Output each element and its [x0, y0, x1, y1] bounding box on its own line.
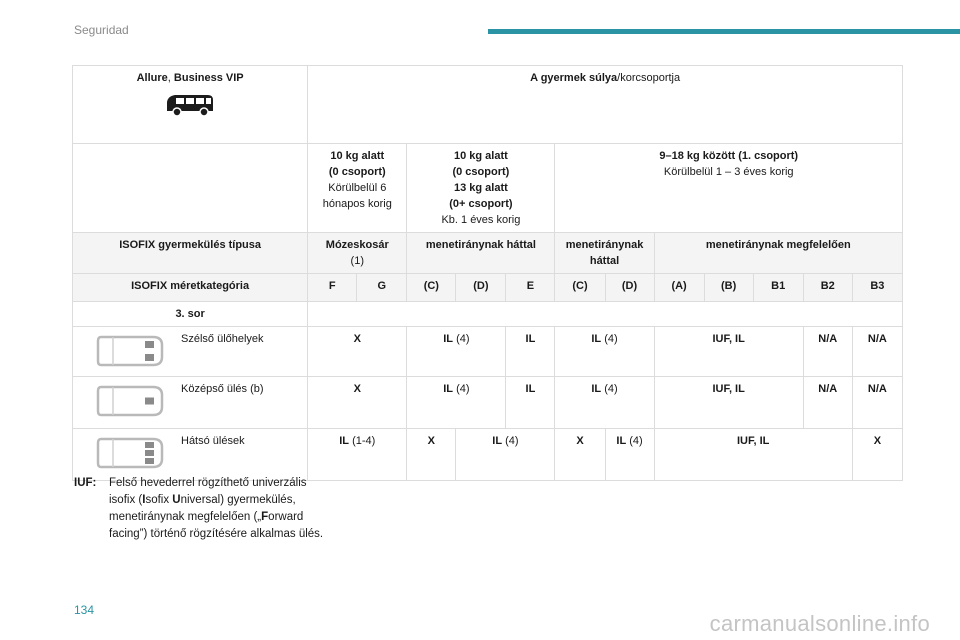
isofix-seat-table	[72, 65, 903, 481]
group-text: 13 kg alatt	[453, 182, 508, 194]
footnote-key: IUF:	[74, 477, 97, 489]
cell-bold: IL	[591, 333, 602, 345]
group-text: 9–18 kg között (1. csoport)	[659, 150, 799, 162]
cell-note: (4)	[626, 435, 643, 447]
type-text: Mózeskosár	[325, 239, 389, 251]
cell-bold: IL	[492, 435, 503, 447]
cell: X	[308, 327, 407, 377]
size-cell: F	[308, 274, 357, 302]
type-rear-facing: menetiránynak háttal	[407, 233, 555, 274]
model-separator: ,	[167, 72, 174, 84]
van-outer-seats-icon	[95, 333, 167, 369]
child-weight-header	[308, 66, 903, 144]
type-text: menetiránynak	[565, 239, 644, 251]
type-note: (1)	[350, 255, 364, 267]
footnote-bold: I	[142, 494, 146, 506]
seat-row-name: Hátsó ülések	[181, 435, 245, 447]
type-text: háttal	[589, 255, 620, 267]
cell: IUF, IL	[654, 327, 803, 377]
size-cell: E	[506, 274, 555, 302]
page-number: 134	[74, 603, 95, 617]
size-cell: (C)	[407, 274, 456, 302]
group-1-cell	[555, 144, 903, 233]
footnote-part: sofix	[145, 494, 173, 506]
group-text: hónapos korig	[322, 198, 392, 210]
seat-row-name: Középső ülés (b)	[181, 383, 264, 395]
watermark: carmanualsonline.info	[709, 611, 930, 636]
model-name: Allure	[136, 72, 168, 84]
iuf-footnote	[74, 475, 364, 543]
cell: IUF, IL	[654, 429, 852, 481]
group-text: Kb. 1 éves korig	[441, 214, 521, 226]
group-text: 10 kg alatt	[330, 150, 385, 162]
footnote-text	[109, 475, 364, 543]
group-text: (0 csoport)	[452, 166, 510, 178]
footnote-bold: U	[172, 494, 181, 506]
footnote-part: Felső hevederrel rögzíthető univerzális	[109, 477, 307, 489]
size-cell: (B)	[704, 274, 753, 302]
cell	[308, 429, 407, 481]
cell: X	[852, 429, 902, 481]
footnote-part: orward	[268, 511, 304, 523]
cell	[456, 429, 555, 481]
footnote-bold: F	[261, 511, 269, 523]
group-text: 10 kg alatt	[453, 150, 508, 162]
cell	[407, 327, 506, 377]
cell-bold: IL	[616, 435, 627, 447]
cell-note: (4)	[453, 333, 470, 345]
footnote-part: facing”) történő rögzítésére alkalmas ülés.	[109, 528, 324, 540]
cell: N/A	[803, 327, 852, 377]
footnote-part: isofix (	[109, 494, 143, 506]
cell-bold: IL	[339, 435, 350, 447]
size-cell: B1	[753, 274, 803, 302]
cell-bold: IL	[591, 383, 602, 395]
weight-subtitle: /korcsoportja	[617, 72, 681, 84]
van-middle-seat-icon	[95, 383, 167, 419]
cell: IL	[506, 327, 555, 377]
size-cell: B3	[852, 274, 902, 302]
cell: X	[555, 429, 605, 481]
cell-bold: IL	[443, 383, 454, 395]
row3-spacer	[308, 302, 903, 327]
van-side-icon	[164, 92, 216, 118]
seat-row-rear	[73, 429, 308, 481]
size-cell: (C)	[555, 274, 605, 302]
vehicle-model-cell	[73, 66, 308, 144]
type-forward-facing: menetiránynak megfelelően	[654, 233, 902, 274]
type-row-label: ISOFIX gyermekülés típusa	[73, 233, 308, 274]
group-0plus-cell	[407, 144, 555, 233]
size-cell: (D)	[605, 274, 654, 302]
footnote-part: menetiránynak megfelelően („	[109, 511, 262, 523]
size-cell: (D)	[456, 274, 506, 302]
size-cell: B2	[803, 274, 852, 302]
seat-row-name: Szélső ülőhelyek	[181, 333, 264, 345]
cell: N/A	[852, 327, 902, 377]
seat-row-outer	[73, 327, 308, 377]
size-cell: G	[357, 274, 407, 302]
size-cell: (A)	[654, 274, 704, 302]
empty-corner	[73, 144, 308, 233]
group-text: Körülbelül 1 – 3 éves korig	[663, 166, 794, 178]
weight-title: A gyermek súlya	[530, 72, 618, 84]
cell-note: (4)	[502, 435, 519, 447]
cell	[555, 377, 654, 429]
group-text: (0 csoport)	[328, 166, 386, 178]
group-text: Körülbelül 6	[328, 182, 387, 194]
model-name-2: Business VIP	[173, 72, 244, 84]
cell-note: (4)	[453, 383, 470, 395]
van-rear-seats-icon	[95, 435, 167, 471]
cell-bold: IL	[443, 333, 454, 345]
cell: X	[308, 377, 407, 429]
cell-note: (4)	[601, 333, 618, 345]
cell: X	[407, 429, 456, 481]
cell	[605, 429, 654, 481]
cell: IUF, IL	[654, 377, 803, 429]
type-carrycot	[308, 233, 407, 274]
footnote-part: niversal) gyermekülés,	[180, 494, 296, 506]
group-0-cell	[308, 144, 407, 233]
type-rear-facing-2	[555, 233, 654, 274]
cell: N/A	[852, 377, 902, 429]
cell: IL	[506, 377, 555, 429]
section-title: Seguridad	[74, 23, 129, 37]
header-accent-bar	[488, 29, 960, 34]
cell-note: (1-4)	[349, 435, 376, 447]
group-text: (0+ csoport)	[449, 198, 513, 210]
row3-label: 3. sor	[73, 302, 308, 327]
size-row-label: ISOFIX méretkategória	[73, 274, 308, 302]
seat-row-middle	[73, 377, 308, 429]
cell	[407, 377, 506, 429]
cell-note: (4)	[601, 383, 618, 395]
cell: N/A	[803, 377, 852, 429]
cell	[555, 327, 654, 377]
